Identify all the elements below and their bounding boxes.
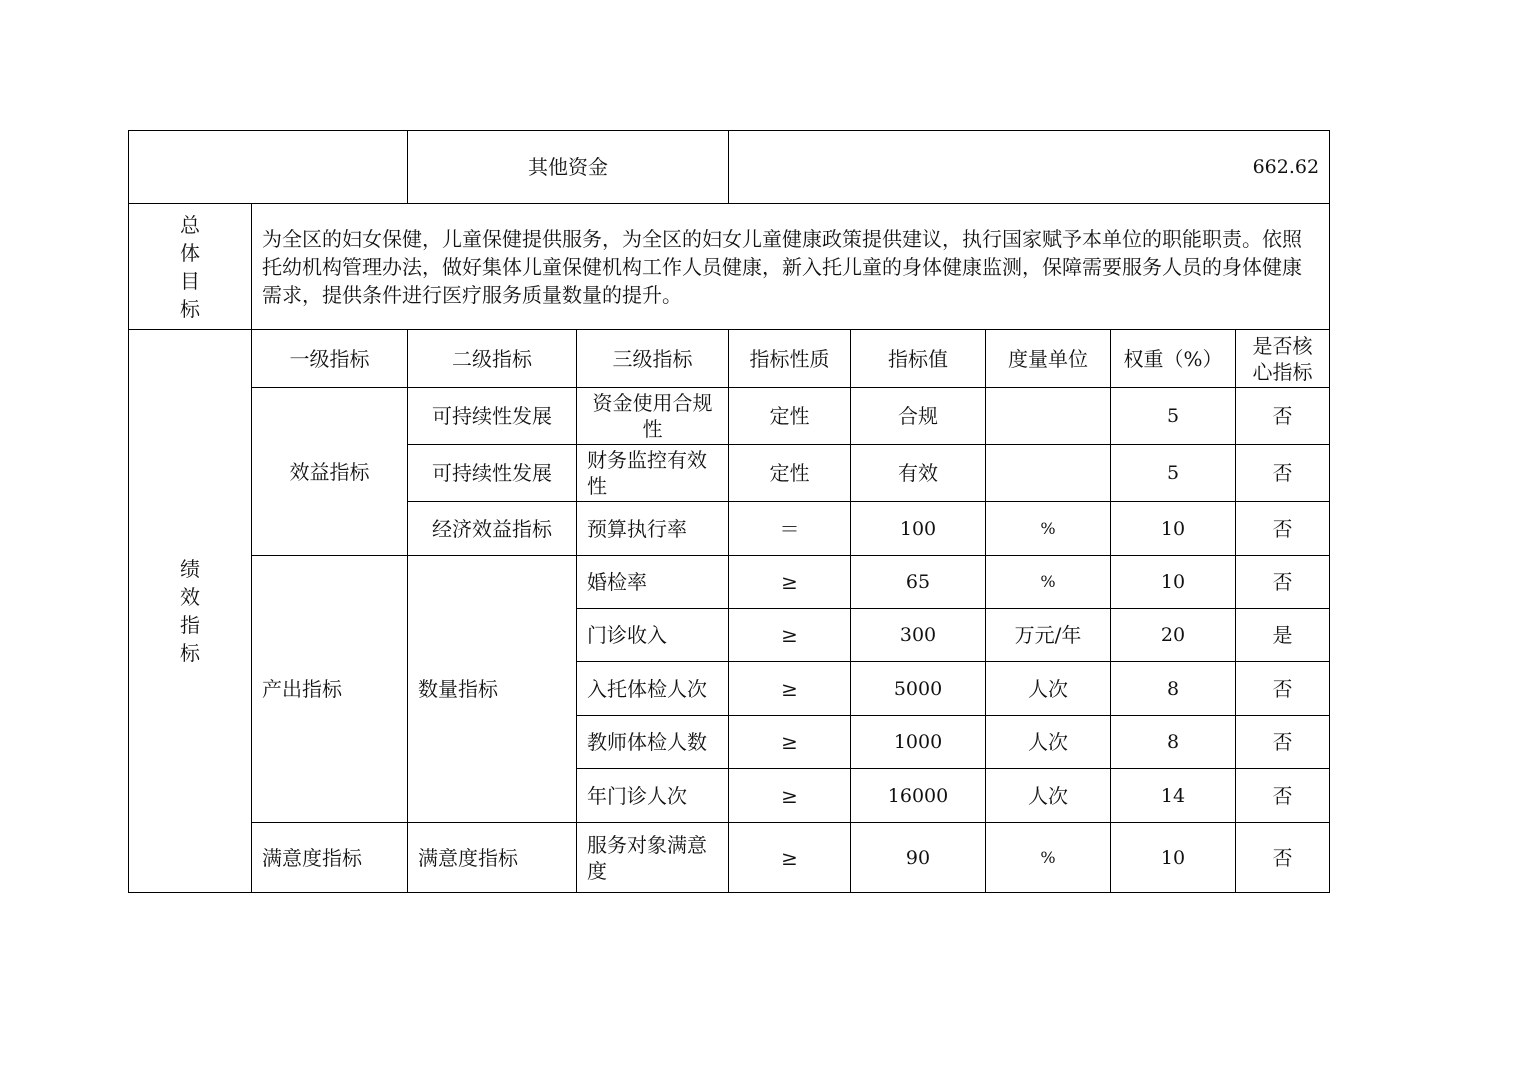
funding-label: 其他资金 [408,131,729,204]
performance-label: 绩 效 指 标 [129,330,252,893]
cell-level3: 年门诊人次 [577,769,729,823]
cell-level2: 可持续性发展 [408,445,577,502]
cell-weight: 20 [1111,609,1236,662]
cell-core: 否 [1236,502,1330,556]
cell-value: 合规 [851,388,986,445]
cell-weight: 14 [1111,769,1236,823]
cell-nature: 定性 [729,388,851,445]
goal-text: 为全区的妇女保健，儿童保健提供服务，为全区的妇女儿童健康政策提供建议，执行国家赋予本单位的职能职责。依照托幼机构管理办法，做好集体儿童保健机构工作人员健康，新入托儿童的身体健康监测，保障需要服务人员的身体健康需求，提供条件进行医疗服务质量数量的提升。 [252,204,1330,330]
cell-weight: 10 [1111,823,1236,893]
cell-weight: 8 [1111,716,1236,769]
cell-nature: ≥ [729,769,851,823]
funding-row [129,131,1330,204]
cell-unit: 人次 [986,716,1111,769]
cell-value: 90 [851,823,986,893]
cell-weight: 5 [1111,388,1236,445]
cell-value: 16000 [851,769,986,823]
header-core: 是否核心指标 [1236,330,1330,388]
cell-core: 否 [1236,388,1330,445]
cell-nature: ≥ [729,556,851,609]
cell-core: 否 [1236,662,1330,716]
cell-level3: 预算执行率 [577,502,729,556]
cell-nature: ＝ [729,502,851,556]
cell-value: 有效 [851,445,986,502]
cell-unit [986,388,1111,445]
cell-nature: ≥ [729,716,851,769]
cell-level3: 教师体检人数 [577,716,729,769]
cell-unit: % [986,823,1111,893]
header-weight: 权重（%） [1111,330,1236,388]
header-value: 指标值 [851,330,986,388]
cell-nature: ≥ [729,662,851,716]
cell-unit: % [986,556,1111,609]
goal-row [129,204,1330,330]
cell-value: 65 [851,556,986,609]
cell-weight: 10 [1111,502,1236,556]
cell-value: 300 [851,609,986,662]
cell-unit [986,445,1111,502]
goal-label: 总 体 目 标 [129,204,252,330]
funding-blank-cell [129,131,408,204]
cell-core: 否 [1236,769,1330,823]
funding-amount: 662.62 [729,131,1330,204]
cell-value: 100 [851,502,986,556]
header-level2: 二级指标 [408,330,577,388]
cell-value: 5000 [851,662,986,716]
header-level1: 一级指标 [252,330,408,388]
group-quantity: 数量指标 [408,556,577,823]
cell-level3: 财务监控有效性 [577,445,729,502]
table-row [129,823,1330,893]
table-row [129,388,1330,445]
group-satisfaction-l2: 满意度指标 [408,823,577,893]
cell-value: 1000 [851,716,986,769]
header-row [129,330,1330,388]
cell-core: 否 [1236,445,1330,502]
cell-level3: 婚检率 [577,556,729,609]
cell-nature: ≥ [729,609,851,662]
cell-level3: 服务对象满意度 [577,823,729,893]
performance-table [128,130,1330,893]
cell-weight: 5 [1111,445,1236,502]
group-output: 产出指标 [252,556,408,823]
cell-level2: 可持续性发展 [408,388,577,445]
cell-weight: 10 [1111,556,1236,609]
cell-level3: 门诊收入 [577,609,729,662]
header-nature: 指标性质 [729,330,851,388]
cell-nature: 定性 [729,445,851,502]
header-unit: 度量单位 [986,330,1111,388]
cell-level2: 经济效益指标 [408,502,577,556]
group-benefit: 效益指标 [252,388,408,556]
cell-unit: % [986,502,1111,556]
cell-core: 否 [1236,556,1330,609]
cell-unit: 人次 [986,769,1111,823]
cell-core: 否 [1236,823,1330,893]
header-level3: 三级指标 [577,330,729,388]
cell-level3: 入托体检人次 [577,662,729,716]
cell-weight: 8 [1111,662,1236,716]
cell-unit: 人次 [986,662,1111,716]
cell-core: 是 [1236,609,1330,662]
cell-core: 否 [1236,716,1330,769]
cell-unit: 万元/年 [986,609,1111,662]
cell-level3: 资金使用合规性 [577,388,729,445]
cell-nature: ≥ [729,823,851,893]
table-row [129,556,1330,609]
group-satisfaction-l1: 满意度指标 [252,823,408,893]
